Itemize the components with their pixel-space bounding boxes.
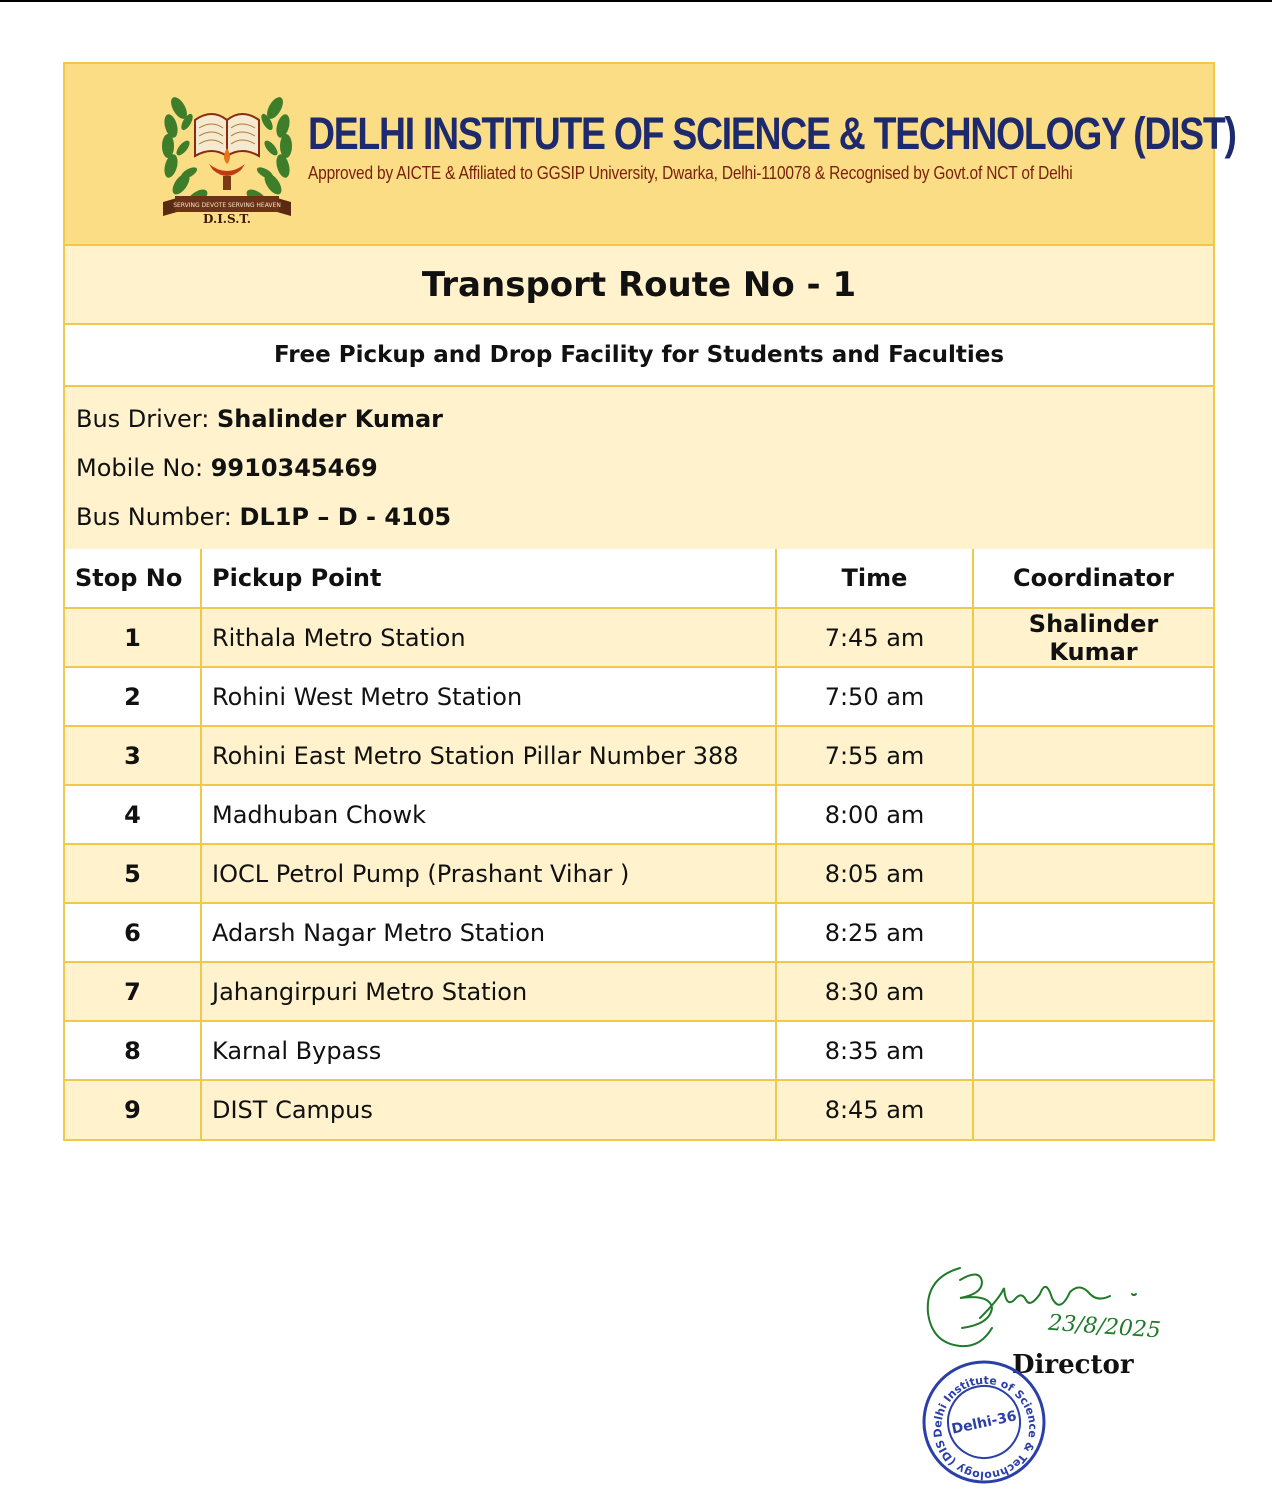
coordinator bbox=[973, 844, 1213, 903]
pickup-time: 8:00 am bbox=[776, 785, 973, 844]
dist-logo bbox=[157, 78, 297, 228]
header-stop-no: Stop No bbox=[65, 549, 201, 608]
institute-seal-stamp bbox=[918, 1358, 1050, 1486]
stop-number: 3 bbox=[65, 726, 201, 785]
coordinator bbox=[973, 903, 1213, 962]
header-coordinator: Coordinator bbox=[973, 549, 1213, 608]
coordinator bbox=[973, 1080, 1213, 1139]
route-title: Transport Route No - 1 bbox=[65, 246, 1213, 325]
mobile-label: Mobile No: bbox=[76, 454, 211, 482]
stop-number: 1 bbox=[65, 608, 201, 667]
table-header-row bbox=[65, 549, 1213, 608]
coordinator bbox=[973, 667, 1213, 726]
pickup-time: 8:30 am bbox=[776, 962, 973, 1021]
driver-value: Shalinder Kumar bbox=[216, 405, 444, 433]
header-pickup-point: Pickup Point bbox=[201, 549, 776, 608]
bus-number-value: DL1P – D - 4105 bbox=[239, 503, 452, 531]
coordinator bbox=[973, 962, 1213, 1021]
coordinator bbox=[973, 785, 1213, 844]
facility-note: Free Pickup and Drop Facility for Students and Faculties bbox=[65, 325, 1213, 387]
pickup-time: 8:25 am bbox=[776, 903, 973, 962]
table-row bbox=[65, 903, 1213, 962]
stop-number: 4 bbox=[65, 785, 201, 844]
header-time: Time bbox=[776, 549, 973, 608]
seal-ring-text: Delhi Institute of Science & Technology (DIST) bbox=[931, 1373, 1040, 1482]
coordinator bbox=[973, 726, 1213, 785]
pickup-point: Jahangirpuri Metro Station bbox=[201, 962, 776, 1021]
mobile-value: 9910345469 bbox=[210, 454, 378, 482]
stop-number: 9 bbox=[65, 1080, 201, 1139]
pickup-point: Rohini West Metro Station bbox=[201, 667, 776, 726]
pickup-point: Madhuban Chowk bbox=[201, 785, 776, 844]
logo-initials: D.I.S.T. bbox=[203, 212, 251, 226]
table-row bbox=[65, 1021, 1213, 1080]
stop-number: 6 bbox=[65, 903, 201, 962]
pickup-time: 8:05 am bbox=[776, 844, 973, 903]
pickup-point: Rohini East Metro Station Pillar Number 388 bbox=[201, 726, 776, 785]
institute-header bbox=[65, 64, 1236, 246]
pickup-point: Adarsh Nagar Metro Station bbox=[201, 903, 776, 962]
transport-route-sheet bbox=[63, 62, 1236, 1141]
bus-number-row bbox=[76, 499, 1213, 548]
coordinator bbox=[973, 1021, 1213, 1080]
table-row bbox=[65, 1080, 1213, 1139]
institute-name: DELHI INSTITUTE OF SCIENCE & TECHNOLOGY (DIST) bbox=[308, 108, 1236, 159]
pickup-time: 8:45 am bbox=[776, 1080, 973, 1139]
pickup-point: DIST Campus bbox=[201, 1080, 776, 1139]
stop-number: 2 bbox=[65, 667, 201, 726]
table-row bbox=[65, 608, 1213, 667]
bus-info bbox=[65, 387, 1213, 549]
seal-center-text: Delhi-36 bbox=[950, 1408, 1019, 1438]
table-row bbox=[65, 726, 1213, 785]
pickup-time: 7:50 am bbox=[776, 667, 973, 726]
pickup-time: 8:35 am bbox=[776, 1021, 973, 1080]
stop-number: 8 bbox=[65, 1021, 201, 1080]
table-row bbox=[65, 785, 1213, 844]
pickup-point: IOCL Petrol Pump (Prashant Vihar ) bbox=[201, 844, 776, 903]
coordinator: Shalinder Kumar bbox=[973, 608, 1213, 667]
bus-number-label: Bus Number: bbox=[76, 503, 240, 531]
pickup-point: Rithala Metro Station bbox=[201, 608, 776, 667]
table-row bbox=[65, 962, 1213, 1021]
pickup-time: 7:55 am bbox=[776, 726, 973, 785]
mobile-row bbox=[76, 450, 1213, 499]
table-row bbox=[65, 667, 1213, 726]
route-table bbox=[65, 549, 1213, 1139]
driver-row bbox=[76, 401, 1213, 450]
pickup-point: Karnal Bypass bbox=[201, 1021, 776, 1080]
pickup-time: 7:45 am bbox=[776, 608, 973, 667]
logo-ribbon-text: SERVING DEVOTE SERVING HEAVEN bbox=[173, 202, 281, 209]
institute-subtitle: Approved by AICTE & Affiliated to GGSIP University, Dwarka, Delhi-110078 & Recognised by Govt.of NCT of Delhi bbox=[308, 163, 1073, 183]
table-row bbox=[65, 844, 1213, 903]
stop-number: 5 bbox=[65, 844, 201, 903]
driver-label: Bus Driver: bbox=[76, 405, 217, 433]
top-border-line bbox=[0, 0, 1272, 2]
director-label: Director bbox=[1012, 1350, 1134, 1380]
stop-number: 7 bbox=[65, 962, 201, 1021]
signature-date: 23/8/2025 bbox=[1047, 1310, 1162, 1344]
